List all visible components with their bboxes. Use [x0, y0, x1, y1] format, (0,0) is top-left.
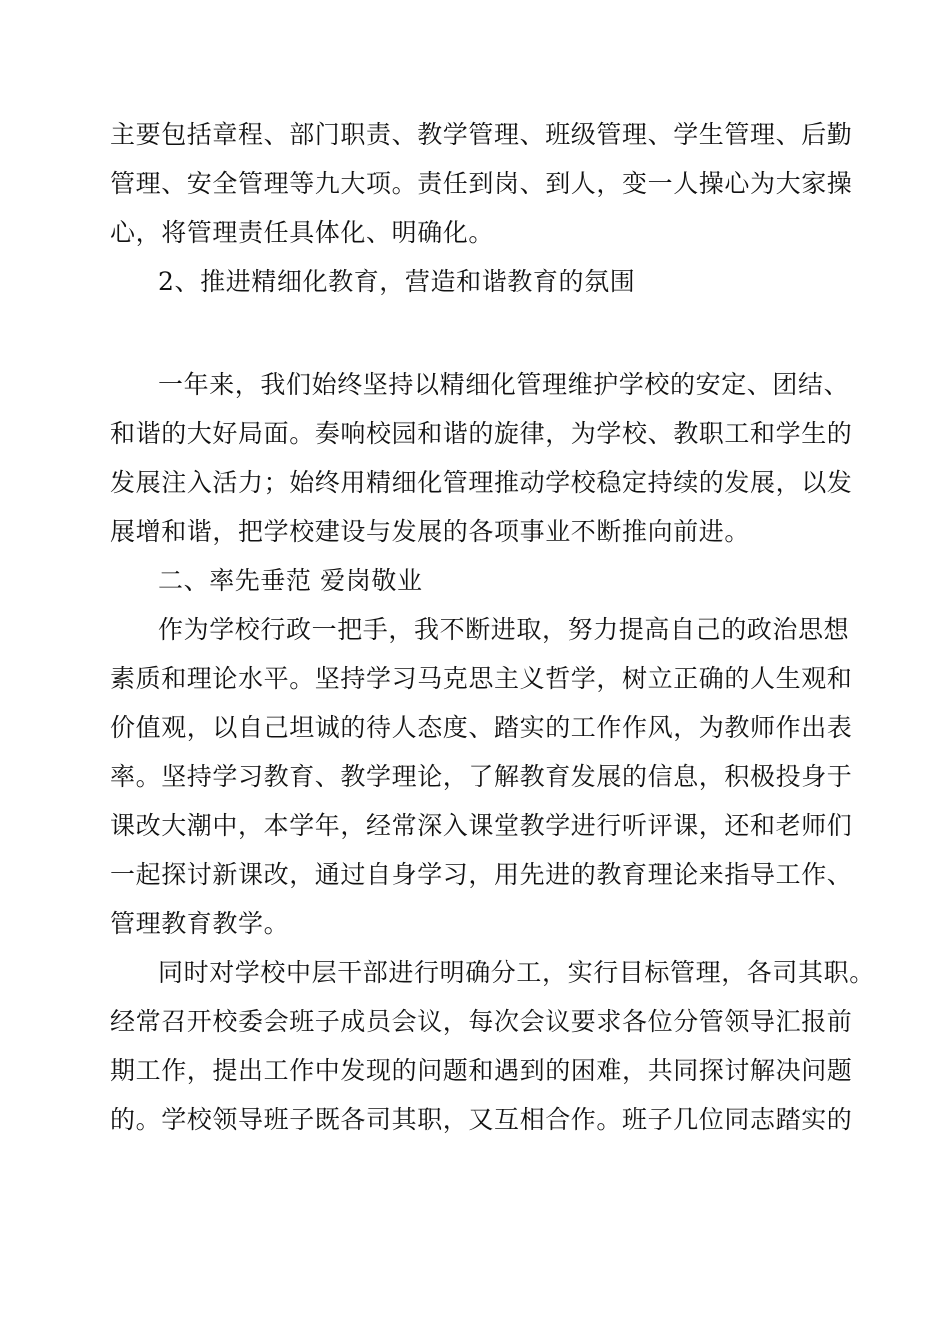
text-line: 发展注入活力；始终用精细化管理推动学校稳定持续的发展，以发 [110, 468, 853, 497]
text-line: 一起探讨新课改，通过自身学习，用先进的教育理论来指导工作、 [110, 860, 853, 889]
text-line: 经常召开校委会班子成员会议，每次会议要求各位分管领导汇报前 [110, 1007, 853, 1036]
section-heading-text: 二、率先垂范 爱岗敬业 [158, 566, 423, 595]
paragraph-harmony [110, 360, 853, 556]
text-line: 课改大潮中，本学年，经常深入课堂教学进行听评课，还和老师们 [110, 811, 853, 840]
text-line: 心，将管理责任具体化、明确化。 [110, 218, 495, 247]
text-line: 展增和谐，把学校建设与发展的各项事业不断推向前进。 [110, 517, 751, 546]
text-line: 管理、安全管理等九大项。责任到岗、到人，变一人操心为大家操 [110, 169, 853, 198]
subheading-text: 2、推进精细化教育，营造和谐教育的氛围 [158, 267, 636, 296]
text-line: 价值观，以自己坦诚的待人态度、踏实的工作作风，为教师作出表 [110, 713, 853, 742]
paragraph-management-items [110, 110, 853, 257]
text-line: 和谐的大好局面。奏响校园和谐的旋律，为学校、教职工和学生的 [110, 419, 853, 448]
text-line: 作为学校行政一把手，我不断进取，努力提高自己的政治思想 [158, 615, 850, 644]
text-line: 主要包括章程、部门职责、教学管理、班级管理、学生管理、后勤 [110, 120, 853, 149]
text-line: 期工作，提出工作中发现的问题和遇到的困难，共同探讨解决问题 [110, 1056, 853, 1085]
subheading-refined-education [110, 257, 846, 306]
paragraph-team-division [110, 948, 875, 1144]
text-line: 管理教育教学。 [110, 909, 290, 938]
text-line: 的。学校领导班子既各司其职，又互相合作。班子几位同志踏实的 [110, 1105, 853, 1134]
text-line: 一年来，我们始终坚持以精细化管理维护学校的安定、团结、 [158, 370, 850, 399]
text-line: 同时对学校中层干部进行明确分工，实行目标管理，各司其职。 [158, 958, 875, 987]
section-heading-lead-by-example [110, 556, 846, 605]
paragraph-self-improvement [110, 605, 853, 948]
text-line: 率。坚持学习教育、教学理论，了解教育发展的信息，积极投身于 [110, 762, 853, 791]
text-line: 素质和理论水平。坚持学习马克思主义哲学，树立正确的人生观和 [110, 664, 853, 693]
